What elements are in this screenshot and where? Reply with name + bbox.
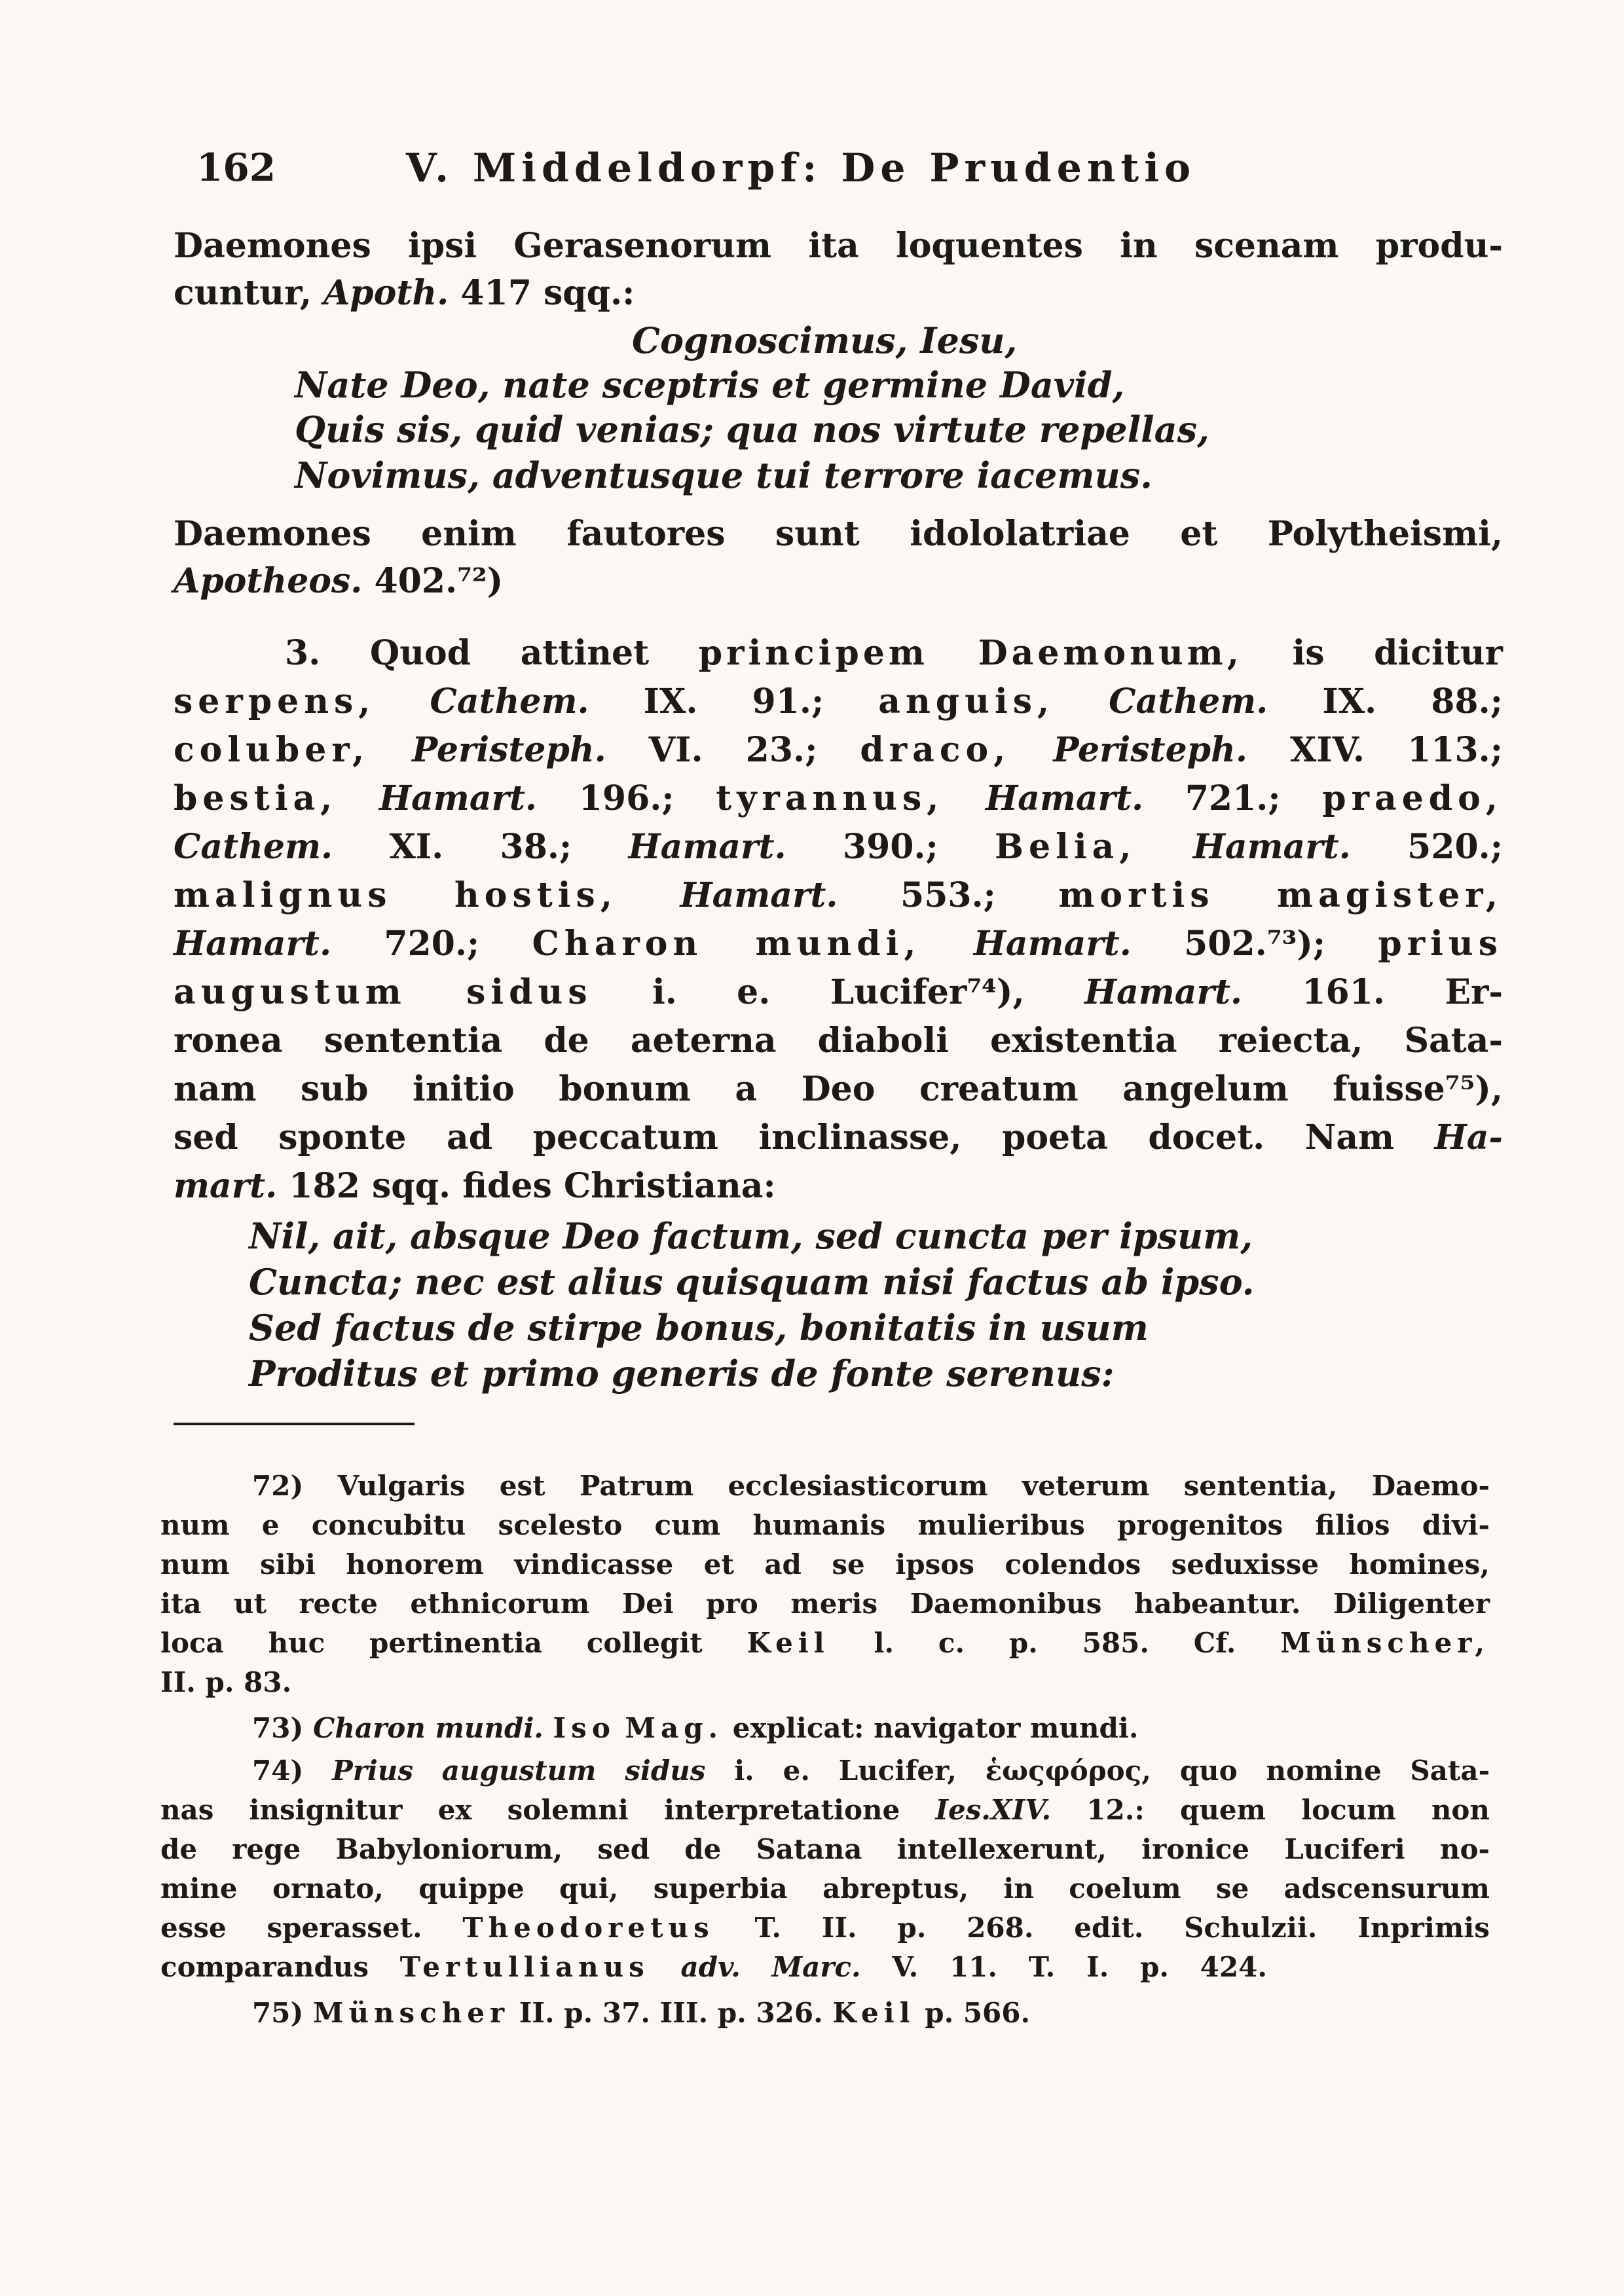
page-number: 162 bbox=[196, 145, 276, 190]
body-line: cuntur, Apoth. 417 sqq.: bbox=[174, 273, 635, 313]
footnote-line: comparandus Tertullianus adv. Marc. V. 11. T. I. p. 424. bbox=[160, 1951, 1267, 1983]
body-line: Cathem. XI. 38.; Hamart. 390.; Belia, Hamart. 520.; bbox=[174, 827, 1503, 867]
verse-line: Nil, ait, absque Deo factum, sed cuncta per ipsum, bbox=[249, 1215, 1253, 1257]
body-line: serpens, Cathem. IX. 91.; anguis, Cathem. IX. 88.; bbox=[174, 682, 1503, 721]
footnote-line: esse sperasset. Theodoretus T. II. p. 268. edit. Schulzii. Inprimis bbox=[160, 1912, 1490, 1944]
footnote-line: ita ut recte ethnicorum Dei pro meris Daemonibus habeantur. Diligenter bbox=[160, 1588, 1490, 1620]
body-line: malignus hostis, Hamart. 553.; mortis magister, bbox=[174, 875, 1503, 915]
verse-line: Proditus et primo generis de fonte serenus: bbox=[249, 1353, 1115, 1394]
body-line: augustum sidus i. e. Lucifer⁷⁴), Hamart. 161. Er- bbox=[174, 972, 1503, 1012]
verse-line: Cuncta; nec est alius quisquam nisi factus ab ipso. bbox=[249, 1261, 1255, 1303]
footnote-line: 75) Münscher II. p. 37. III. p. 326. Keil p. 566. bbox=[252, 1997, 1031, 2029]
footnote-line: 74) Prius augustum sidus i. e. Lucifer, ἑωςφόρος, quo nomine Sata- bbox=[252, 1755, 1490, 1787]
verse-line: Sed factus de stirpe bonus, bonitatis in usum bbox=[249, 1307, 1149, 1349]
footnote-line: num sibi honorem vindicasse et ad se ipsos colendos seduxisse homines, bbox=[160, 1548, 1490, 1580]
footnote-line: mine ornato, quippe qui, superbia abreptus, in coelum se adscensurum bbox=[160, 1872, 1490, 1904]
body-line: 3. Quod attinet principem Daemonum, is dicitur bbox=[285, 633, 1503, 673]
body-line: sed sponte ad peccatum inclinasse, poeta docet. Nam Ha- bbox=[174, 1118, 1503, 1157]
body-line: bestia, Hamart. 196.; tyrannus, Hamart. 721.; praedo, bbox=[174, 778, 1503, 818]
body-line: coluber, Peristeph. VI. 23.; draco, Peristeph. XIV. 113.; bbox=[174, 730, 1503, 770]
footnote-line: loca huc pertinentia collegit Keil l. c. p. 585. Cf. Münscher, bbox=[160, 1627, 1490, 1659]
body-line: nam sub initio bonum a Deo creatum angelum fuisse⁷⁵), bbox=[174, 1069, 1503, 1109]
body-line: Daemones ipsi Gerasenorum ita loquentes in scenam produ- bbox=[174, 226, 1503, 266]
footnote-line: II. p. 83. bbox=[160, 1666, 292, 1698]
footnote-line: 73) Charon mundi. Iso Mag. explicat: navigator mundi. bbox=[252, 1712, 1139, 1744]
footnote-line: nas insignitur ex solemni interpretatione Ies.XIV. 12.: quem locum non bbox=[160, 1794, 1490, 1826]
verse-line: Novimus, adventusque tui terrore iacemus. bbox=[295, 454, 1153, 496]
body-line: ronea sententia de aeterna diaboli existentia reiecta, Sata- bbox=[174, 1021, 1503, 1061]
body-line: Daemones enim fautores sunt idololatriae et Polytheismi, bbox=[174, 514, 1503, 554]
footnote-line: 72) Vulgaris est Patrum ecclesiasticorum veterum sententia, Daemo- bbox=[252, 1470, 1490, 1502]
verse-line: Nate Deo, nate sceptris et germine David, bbox=[295, 364, 1125, 406]
body-line: mart. 182 sqq. fides Christiana: bbox=[174, 1166, 776, 1206]
verse-line: Cognoscimus, Iesu, bbox=[632, 319, 1018, 361]
running-head: V. Middeldorpf: De Prudentio bbox=[406, 145, 1196, 191]
verse-line: Quis sis, quid venias; qua nos virtute repellas, bbox=[295, 409, 1209, 450]
body-line: Hamart. 720.; Charon mundi, Hamart. 502.⁷³); prius bbox=[174, 924, 1503, 964]
footnote-line: de rege Babyloniorum, sed de Satana intellexerunt, ironice Luciferi no- bbox=[160, 1833, 1490, 1865]
body-line: Apotheos. 402.⁷²) bbox=[174, 561, 504, 601]
footnote-line: num e concubitu scelesto cum humanis mulieribus progenitos filios divi- bbox=[160, 1509, 1490, 1541]
footnote-rule bbox=[174, 1423, 415, 1425]
page-header bbox=[196, 145, 1270, 204]
